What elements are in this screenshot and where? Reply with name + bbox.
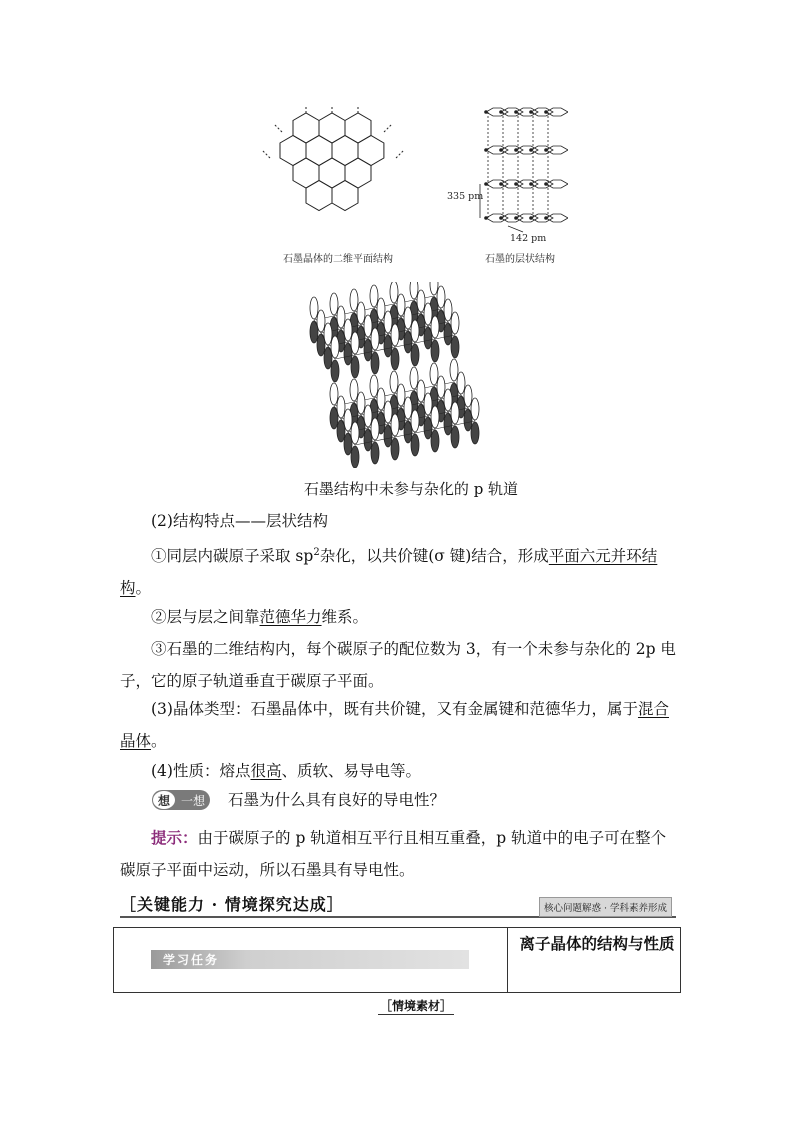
superscript: 2	[313, 547, 320, 558]
layer-spacing-label: 335 pm	[447, 191, 484, 202]
structure-feature-heading: (2)结构特点——层状结构	[151, 512, 328, 530]
hint-label: 提示：	[151, 828, 198, 847]
text-run: (3)晶体类型：石墨晶体中，既有共价键，又有金属键和范德华力，属于	[151, 700, 638, 718]
underlined-term: 范德华力	[259, 608, 322, 626]
material-label: ［情境素材］	[380, 999, 453, 1013]
orbital-caption: 石墨结构中未参与杂化的 p 轨道	[303, 480, 519, 498]
text-run: 杂化，以共价键(σ 键)结合，形成	[319, 547, 549, 566]
text-run: 。	[151, 732, 167, 750]
think-badge	[152, 790, 210, 810]
text-run: 、质软、易导电等。	[281, 762, 421, 780]
task-title: 离子晶体的结构与性质	[519, 934, 675, 953]
hint-text: 由于碳原子的 p 轨道相互平行且相互重叠，p 轨道中的电子可在整个碳原子平面中运动，所以石墨具有导电性。	[120, 829, 667, 879]
think-badge-char: 想	[153, 791, 175, 809]
paragraph-sp2	[120, 537, 680, 604]
underlined-term: 混合晶体	[120, 700, 669, 750]
think-badge-text: 一想	[181, 793, 206, 808]
text-run: ②层与层之间靠	[151, 608, 260, 626]
text-run: (4)性质：熔点	[151, 762, 251, 780]
learning-task-table	[113, 927, 681, 993]
underlined-term: 很高	[250, 762, 282, 780]
graphite-planar-figure	[262, 100, 412, 240]
section-header	[120, 890, 676, 918]
table-divider	[507, 928, 508, 992]
bond-length-label: 142 pm	[510, 233, 547, 244]
hint-paragraph	[120, 822, 680, 886]
task-label: 学习任务	[163, 953, 220, 967]
paragraph-crystal-type	[120, 693, 680, 757]
section-title: ［关键能力 · 情境探究达成］	[120, 895, 344, 914]
layered-caption: 石墨的层状结构	[485, 254, 555, 265]
p-orbital-figure	[300, 282, 510, 468]
text-run: 。	[135, 579, 152, 598]
section-tag: 核心问题解惑 · 学科素养形成	[539, 897, 672, 917]
paragraph-coordination: ③石墨的二维结构内，每个碳原子的配位数为 3，有一个未参与杂化的 2p 电子，它的原子轨道垂直于碳原子平面。	[120, 640, 676, 690]
think-question: 石墨为什么具有良好的导电性？	[228, 791, 446, 809]
graphite-layered-figure	[478, 100, 568, 240]
paragraph-vdw	[120, 601, 680, 633]
text-run: ①同层内碳原子采取 sp	[151, 547, 314, 566]
text-run: 维系。	[321, 608, 369, 626]
planar-caption: 石墨晶体的二维平面结构	[283, 254, 393, 265]
task-label-banner	[151, 950, 469, 969]
underlined-term: 平面六元并环结构	[120, 547, 658, 598]
paragraph-properties	[120, 755, 680, 787]
